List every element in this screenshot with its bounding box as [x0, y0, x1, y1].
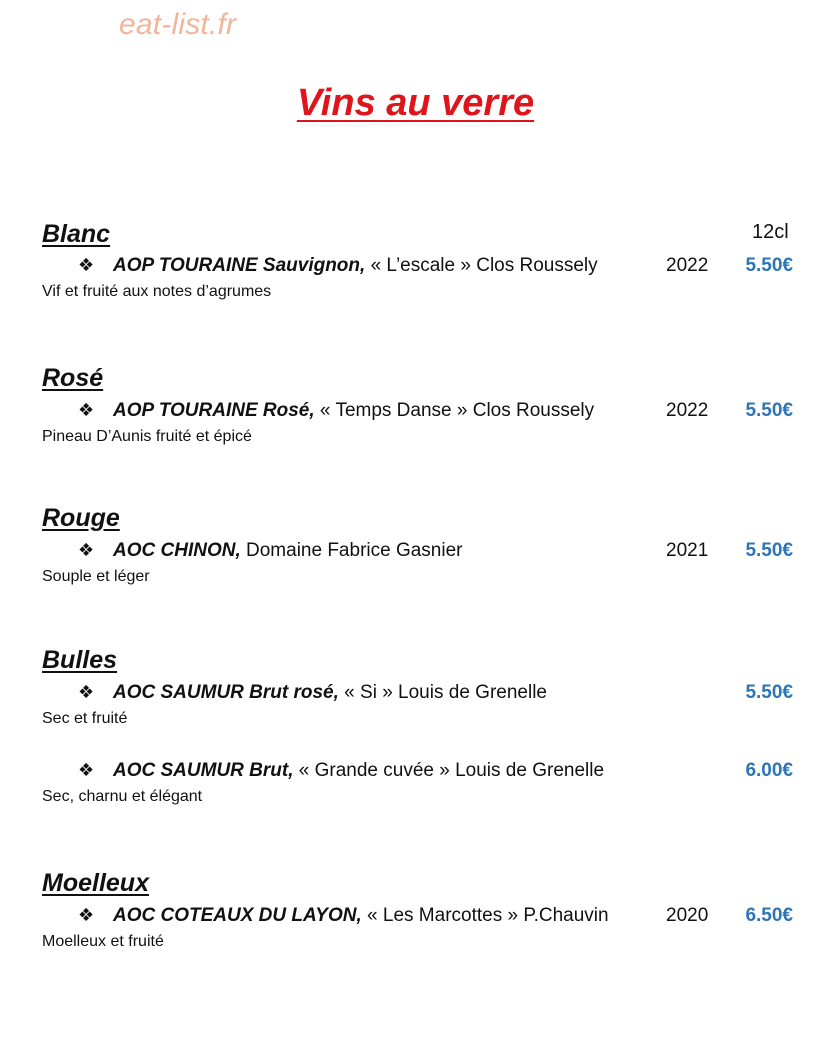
- wine-appellation: AOC CHINON,: [113, 540, 241, 561]
- wine-price: 5.50€: [745, 682, 793, 703]
- wine-price: 5.50€: [745, 400, 793, 421]
- wine-appellation: AOP TOURAINE Sauvignon,: [113, 255, 366, 276]
- section-title: Rouge: [42, 504, 120, 532]
- wine-item: [0, 400, 831, 460]
- glass-size-note: 12cl: [752, 221, 789, 243]
- wine-appellation: AOC SAUMUR Brut,: [113, 760, 294, 781]
- section-title: Rosé: [42, 364, 104, 392]
- wine-details: « Temps Danse » Clos Roussely: [314, 400, 595, 421]
- bullet-icon: ❖: [78, 760, 95, 780]
- wine-description: Pineau D’Aunis fruité et épicé: [42, 428, 252, 445]
- wine-price: 5.50€: [745, 540, 793, 561]
- wine-item: [0, 540, 831, 600]
- bullet-icon: ❖: [78, 905, 95, 925]
- wine-year: 2022: [666, 400, 709, 421]
- wine-year: 2022: [666, 255, 709, 276]
- wine-price: 5.50€: [745, 255, 793, 276]
- wine-details: Domaine Fabrice Gasnier: [240, 540, 463, 561]
- wine-name: [113, 255, 598, 277]
- wine-item: [0, 255, 831, 315]
- watermark-logo: eat-list.fr: [119, 8, 237, 41]
- wine-price: 6.00€: [745, 760, 793, 781]
- wine-details: « Si » Louis de Grenelle: [338, 682, 547, 703]
- wine-name: [113, 540, 463, 562]
- bullet-icon: ❖: [78, 255, 95, 275]
- section-title: Moelleux: [42, 869, 149, 897]
- wine-name: [113, 760, 604, 782]
- wine-name: [113, 682, 547, 704]
- wine-item: [0, 905, 831, 965]
- wine-name: [113, 905, 609, 927]
- wine-description: Moelleux et fruité: [42, 933, 164, 950]
- wine-appellation: AOC SAUMUR Brut rosé,: [113, 682, 339, 703]
- wine-description: Souple et léger: [42, 568, 150, 585]
- section-title: Blanc: [42, 220, 111, 248]
- wine-year: 2020: [666, 905, 709, 926]
- wine-details: « Les Marcottes » P.Chauvin: [361, 905, 609, 926]
- wine-description: Sec, charnu et élégant: [42, 788, 203, 805]
- bullet-icon: ❖: [78, 682, 95, 702]
- bullet-icon: ❖: [78, 540, 95, 560]
- wine-appellation: AOP TOURAINE Rosé,: [113, 400, 315, 421]
- wine-item: [0, 760, 831, 820]
- wine-description: Vif et fruité aux notes d’agrumes: [42, 283, 272, 300]
- wine-item: [0, 682, 831, 742]
- section-title: Bulles: [42, 646, 118, 674]
- page-title: Vins au verre: [296, 82, 535, 124]
- wine-price: 6.50€: [745, 905, 793, 926]
- wine-year: 2021: [666, 540, 709, 561]
- wine-details: « L’escale » Clos Roussely: [365, 255, 598, 276]
- wine-name: [113, 400, 594, 422]
- wine-appellation: AOC COTEAUX DU LAYON,: [113, 905, 362, 926]
- wine-details: « Grande cuvée » Louis de Grenelle: [293, 760, 605, 781]
- bullet-icon: ❖: [78, 400, 95, 420]
- wine-description: Sec et fruité: [42, 710, 128, 727]
